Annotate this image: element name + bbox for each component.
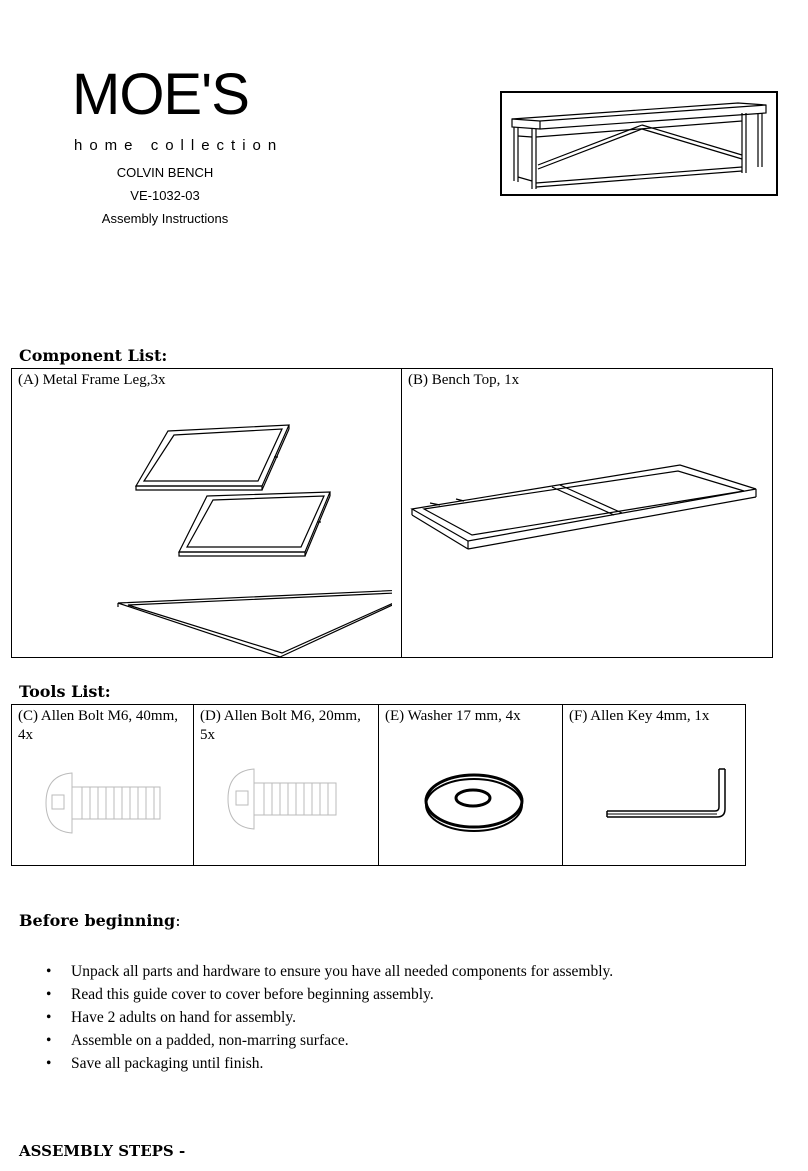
brand-subtitle: home collection <box>74 137 284 154</box>
metal-frame-leg-icon <box>62 419 392 659</box>
tool-label-f: (F) Allen Key 4mm, 1x <box>569 708 710 724</box>
document-title: Assembly Instructions <box>101 211 229 226</box>
product-name: COLVIN BENCH <box>116 165 214 180</box>
list-item: • Assemble on a padded, non-marring surface. <box>46 1029 613 1052</box>
before-beginning-title <box>19 913 181 929</box>
before-beginning-heading: Before beginning <box>19 911 176 930</box>
tool-cell-c <box>12 705 194 865</box>
bench-drawing-icon <box>502 93 776 194</box>
allen-bolt-long-icon <box>42 765 172 835</box>
allen-key-icon <box>603 765 733 835</box>
component-table <box>11 368 773 658</box>
bench-top-frame-icon <box>410 459 766 559</box>
tool-label-d: (D) Allen Bolt M6, 20mm, 5x <box>200 708 361 743</box>
component-cell-a <box>12 369 402 657</box>
list-item: • Save all packaging until finish. <box>46 1052 613 1075</box>
component-label-a: (A) Metal Frame Leg,3x <box>18 372 166 388</box>
component-label-b: (B) Bench Top, 1x <box>408 372 520 388</box>
tool-cell-e <box>379 705 563 865</box>
tool-cell-f <box>563 705 745 865</box>
list-item: • Unpack all parts and hardware to ensure you have all needed components for assembly. <box>46 960 613 983</box>
tools-list-title: Tools List: <box>19 682 111 701</box>
brand-logo: MOE'S <box>72 62 249 127</box>
tool-label-e: (E) Washer 17 mm, 4x <box>385 708 521 724</box>
washer-icon <box>419 765 529 835</box>
component-list-title: Component List: <box>19 346 168 365</box>
allen-bolt-short-icon <box>214 763 344 833</box>
before-beginning-colon: : <box>175 911 181 930</box>
list-item: • Read this guide cover to cover before beginning assembly. <box>46 983 613 1006</box>
bench-illustration <box>500 91 778 196</box>
tool-cell-d <box>194 705 379 865</box>
tool-label-c: (C) Allen Bolt M6, 40mm, 4x <box>18 708 179 743</box>
tools-table <box>11 704 746 866</box>
component-cell-b <box>402 369 772 657</box>
list-item: • Have 2 adults on hand for assembly. <box>46 1006 613 1029</box>
product-code: VE-1032-03 <box>130 188 200 203</box>
before-beginning-list <box>46 960 613 1075</box>
assembly-steps-title: ASSEMBLY STEPS - <box>19 1142 186 1160</box>
